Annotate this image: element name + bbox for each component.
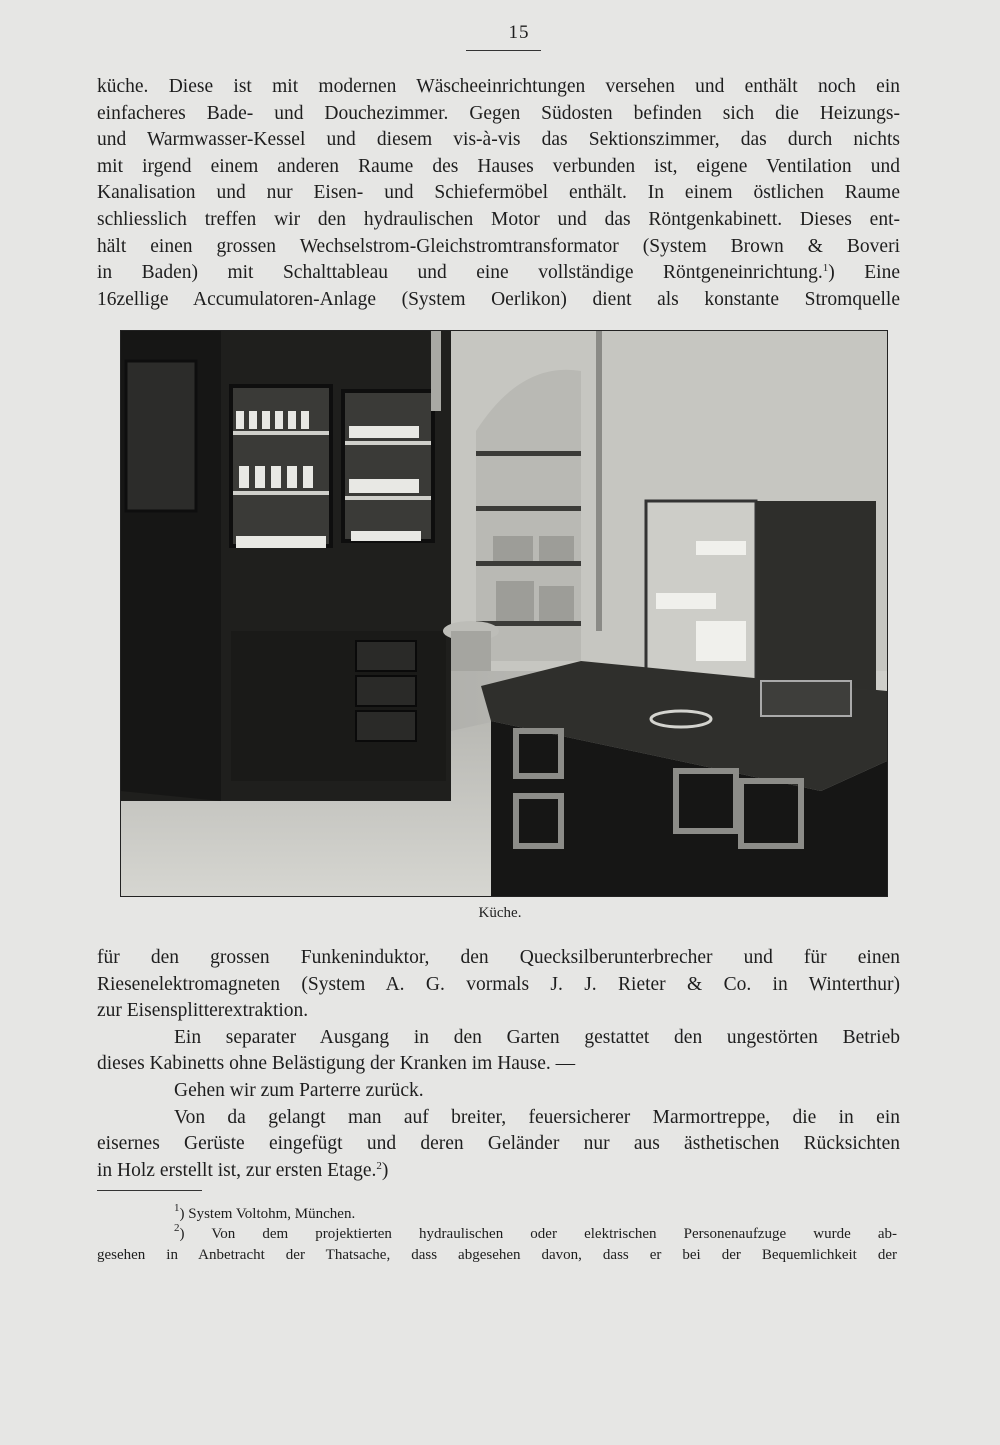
text-line: für den grossen Funkeninduktor, den Quecksilberunterbrecher und für einen xyxy=(97,947,900,968)
text-line: hält einen grossen Wechselstrom-Gleichstromtransformator (System Brown & Boveri xyxy=(97,235,900,257)
footnote-mark: 2 xyxy=(174,1222,180,1234)
text-line: dieses Kabinetts ohne Belästigung der Kranken im Hause. — xyxy=(97,1053,576,1075)
text-line: einfacheres Bade- und Douchezimmer. Gegen Südosten befinden sich die Heizungs- xyxy=(97,102,900,124)
text-line: zur Eisensplitterextraktion. xyxy=(97,1000,309,1022)
text-line: Riesenelektromagneten (System A. G. vormals J. J. Rieter & Co. in Winterthur) xyxy=(97,973,900,995)
text-segment: in Holz erstellt ist, zur ersten Etage. xyxy=(97,1159,377,1181)
footnote-text: ) Von dem projektierten hydraulischen oder elektrischen Personenaufzuge wurde ab- xyxy=(179,1226,897,1242)
footnote-line xyxy=(97,1224,897,1245)
text-line-with-footnote xyxy=(97,1158,900,1185)
footnote-2 xyxy=(97,1224,897,1266)
text-segment: ) Eine xyxy=(828,262,900,284)
text-line: eisernes Gerüste eingefügt und deren Geländer nur aus ästhetischen Rücksichten xyxy=(97,1133,900,1155)
footnote-rule xyxy=(97,1190,202,1191)
footnote-ref-1[interactable]: 1 xyxy=(822,262,829,275)
footnote-1 xyxy=(97,1204,897,1225)
text-line-with-footnote xyxy=(97,260,900,287)
text-line: küche. Diese ist mit modernen Wäscheeinrichtungen versehen und enthält noch ein xyxy=(97,76,900,97)
text-line: 16zellige Accumulatoren-Anlage (System Oerlikon) dient als konstante Stromquelle xyxy=(97,288,900,310)
kitchen-photograph xyxy=(120,330,888,897)
text-line: und Warmwasser-Kessel und diesem vis-à-vis das Sektionszimmer, das durch nichts xyxy=(97,129,900,151)
footnote-text: ) System Voltohm, München. xyxy=(179,1206,356,1222)
page-number: 15 xyxy=(508,22,530,43)
footnote-ref-2[interactable]: 2 xyxy=(376,1159,382,1172)
figure-caption: Küche. xyxy=(478,905,522,921)
body-paragraph-bottom xyxy=(97,945,900,1184)
text-line: mit irgend einem anderen Raume des Hauses verbunden ist, eigene Ventilation und xyxy=(97,155,900,177)
footnote-line: gesehen in Anbetracht der Thatsache, dass abgesehen davon, dass er bei der Bequemlichkeit der xyxy=(97,1247,897,1263)
text-line: Ein separater Ausgang in den Garten gestattet den ungestörten Betrieb xyxy=(174,1026,900,1048)
text-line: schliesslich treffen wir den hydraulischen Motor und das Röntgenkabinett. Dieses ent- xyxy=(97,208,900,230)
text-segment: ) xyxy=(381,1159,389,1181)
page-number-rule xyxy=(466,50,541,51)
footnote-mark: 1 xyxy=(174,1202,180,1214)
text-line: Von da gelangt man auf breiter, feuersicherer Marmortreppe, die in ein xyxy=(174,1106,900,1128)
text-line: Kanalisation und nur Eisen- und Schiefermöbel enthält. In einem östlichen Raume xyxy=(97,182,900,204)
body-paragraph-top xyxy=(97,74,900,313)
text-line: Gehen wir zum Parterre zurück. xyxy=(174,1079,424,1101)
text-segment: in Baden) mit Schalttableau und eine vollständige Röntgeneinrichtung. xyxy=(97,262,823,284)
